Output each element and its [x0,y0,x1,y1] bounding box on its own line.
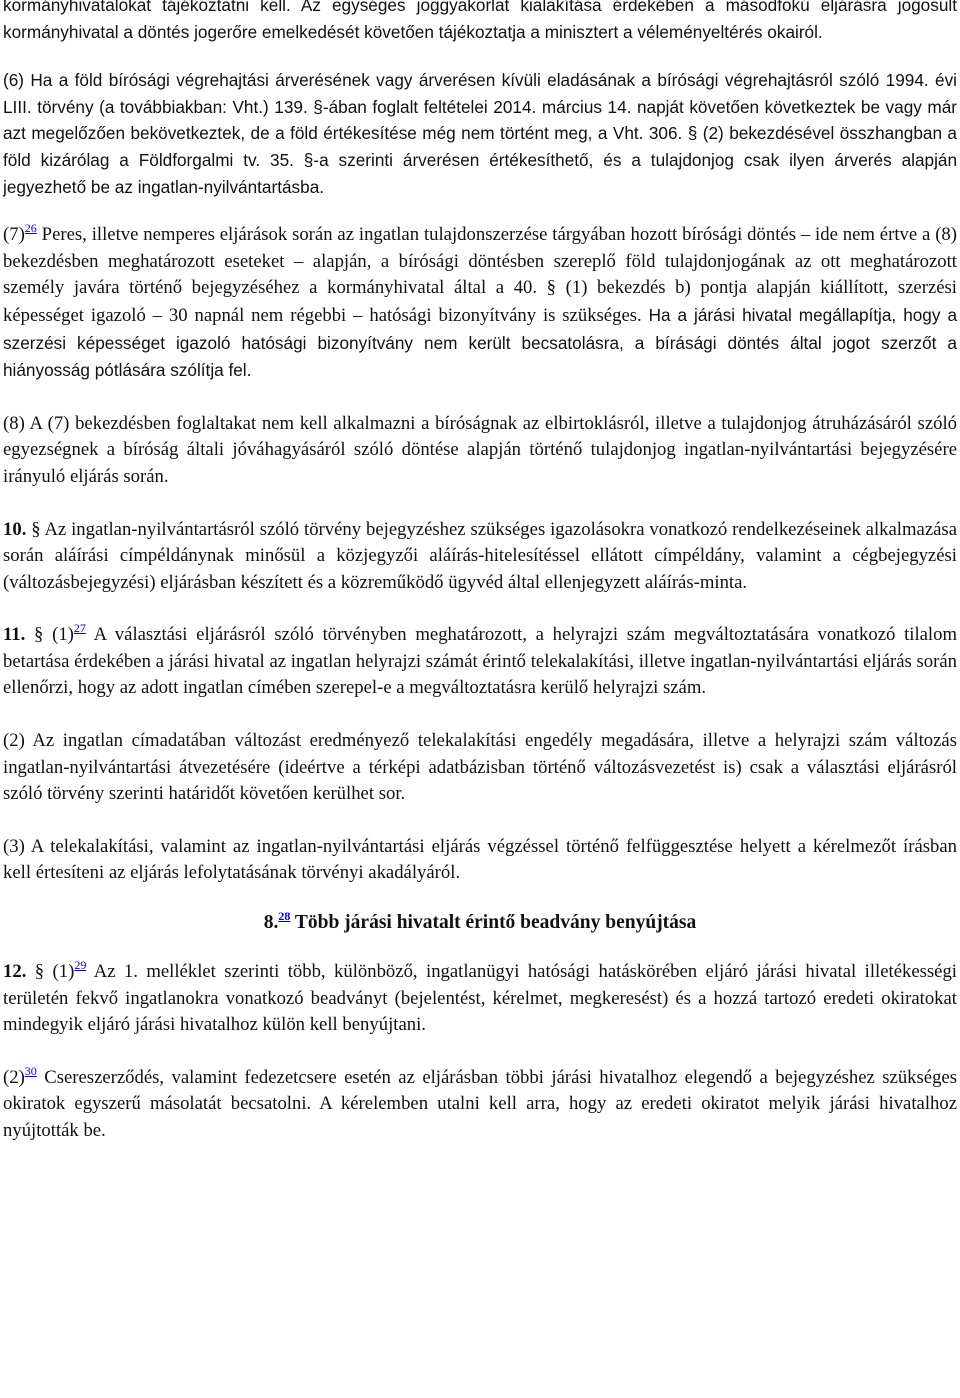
section-12-number: 12. [3,961,27,983]
heading-8-number: 8. [263,912,279,934]
paragraph-5-continuation: kormányhivatalokat tájékoztatni kell. Az egységes joggyakorlat kialakítása érdekében a másodfokú eljárásra jogosult kormányhivatal a döntés jogerőre emelkedését követően tájékoztatja a minisztert a véleményeltérés okairól. [3,0,957,42]
section-11-number: 11. [3,624,26,646]
section-11-paragraph-1 [3,622,957,702]
footnote-link-27[interactable]: 27 [73,621,86,636]
paragraph-8: (8) A (7) bekezdésben foglaltakat nem kell alkalmazni a bíróságnak az elbirtoklásról, illetve a tulajdonjog átruházásáról szóló egyezségnek a bíróság általi jóváhagyásáról szóló döntése alapján történő tulajdonjog ingatlan-nyilvántartási bejegyzésére irányuló eljárás során. [3,412,957,487]
section-12-prefix: § (1) [26,961,75,983]
paragraph-7-text: Peres, illetve nemperes eljárások során az ingatlan tulajdonszerzése tárgyában hozott bírósági döntés – ide nem értve a (8) bekezdésben meghatározott eseteket – alapján, a bírósági döntésben szereplő föld tulajdonjogának az ott meghatározott személy javára történő bejegyzéséhez a kormányhivatal által a 40. § (1) bekezdés b) pontja alapján kiállított, szerzési képességet igazoló – 30 napnál nem régebbi – hatósági bizonyítvány is szükséges. [3,224,957,326]
section-12-paragraph-1 [3,959,957,1039]
footnote-link-30[interactable]: 30 [24,1063,37,1078]
section-11-paragraph-2: (2) Az ingatlan címadatában változást eredményező telekalakítási engedély megadására, illetve a helyrajzi szám változás ingatlan-nyilvántartási átvezetésére (ideértve a térképi adatbázisban történő változásvezetést is) csak a választási eljárásról szóló törvény szerinti határidőt követően kerülhet sor. [3,730,957,805]
footnote-link-28[interactable]: 28 [278,908,291,923]
paragraph-7 [3,222,957,385]
section-12-p2-text: Csereszerződés, valamint fedezetcsere esetén az eljárásban többi járási hivatalhoz elegendő a bejegyzéshez szükséges okiratok egyszerű másolatát becsatolni. A kérelemben utalni kell arra, hogy az eredeti okiratot melyik járási hivatalhoz nyújtották be. [3,1066,957,1141]
footnote-link-29[interactable]: 29 [74,957,87,972]
section-10-text: § Az ingatlan-nyilvántartásról szóló törvény bejegyzéshez szükséges igazolásokra vonatkozó rendelkezéseinek alkalmazása során aláírási címpéldánynak minősül a közjegyzői aláírás-hitelesítéssel ellátott címpéldány, valamint a cégbejegyzési (változásbejegyzési) eljárásban készített és a közreműködő ügyvéd által ellenjegyzett aláírás-minta. [3,518,957,593]
section-11-prefix: § (1) [25,624,74,646]
section-12-paragraph-2 [3,1065,957,1145]
section-11-text: A választási eljárásról szóló törvényben meghatározott, a helyrajzi szám megváltoztatására vonatkozó tilalom betartása érdekében a járási hivatal az ingatlan helyrajzi számát érintő telekalakítási, illetve ingatlan-nyilvántartási eljárás során ellenőrzi, hogy az adott ingatlan címében szerepel-e a megváltoztatásra kerülő helyrajzi szám. [3,624,958,699]
section-10 [3,517,957,597]
section-12-p2-prefix: (2) [3,1066,25,1088]
footnote-link-26[interactable]: 26 [24,220,37,235]
document-page [3,0,957,1145]
section-11-paragraph-3: (3) A telekalakítási, valamint az ingatlan-nyilvántartási eljárás végzéssel történő felfüggesztése helyett a kérelmezőt írásban kell értesíteni az eljárás lefolytatásának törvényi akadályáról. [3,835,957,884]
subtitle-heading-8 [3,909,957,937]
paragraph-7-prefix: (7) [3,224,25,246]
section-10-number: 10. [3,518,27,540]
heading-8-title: Több járási hivatalt érintő beadvány benyújtása [290,912,697,934]
section-12-text: Az 1. melléklet szerinti több, különböző, ingatlanügyi hatósági hatáskörében eljáró járási hivatal illetékességi területén fekvő ingatlanokra vonatkozó beadványt (bejelentést, kérelmet, megkeresést) és a hozzá tartozó eredeti okiratokat mindegyik eljáró járási hivatalhoz külön kell benyújtani. [3,961,957,1036]
paragraph-6: (6) Ha a föld bírósági végrehajtási árverésének vagy árverésen kívüli eladásának a bírósági végrehajtásról szóló 1994. évi LIII. törvény (a továbbiakban: Vht.) 139. §-ában foglalt feltételei 2014. március 14. napját követően következtek be vagy már azt megelőzően bekövetkeztek, de a föld értékesítése még nem történt meg, a Vht. 306. § (2) bekezdésével összhangban a föld kizárólag a Földforgalmi tv. 35. §-a szerinti árverésen értékesíthető, és a tulajdonjog csak ilyen árverés alapján jegyezhető be az ingatlan-nyilvántartásba. [3,70,957,197]
paragraph-7-sans-text: Ha a járási hivatal megállapítja, hogy a szerzési képességet igazoló hatósági bizonyítvány nem került becsatolásra, a bírásági döntés által jogot szerzőt a hiányosság pótlására szólítja fel. [3,304,957,381]
